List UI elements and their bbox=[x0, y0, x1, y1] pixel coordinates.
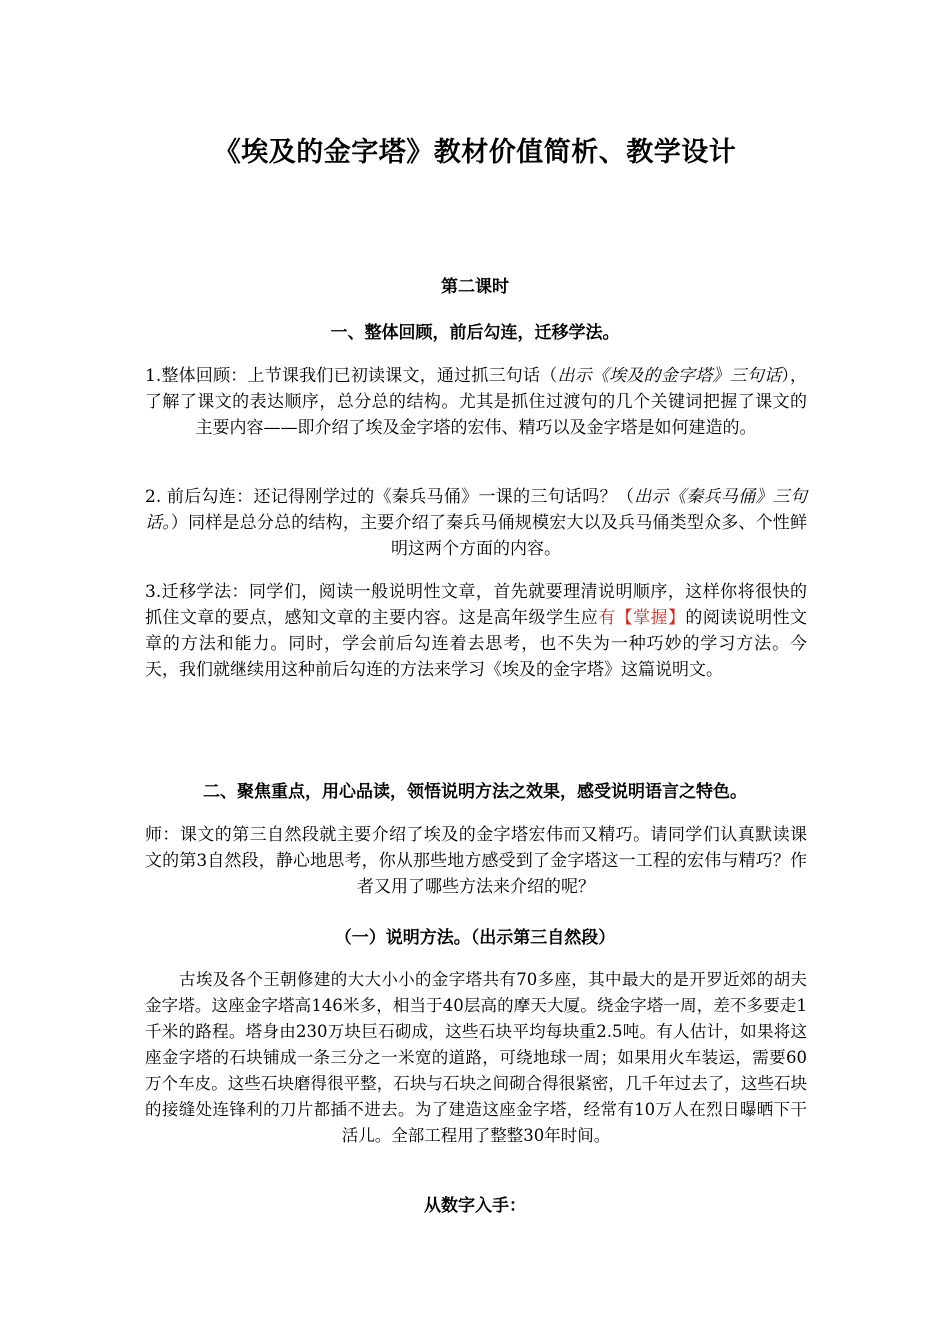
paragraph-3-lead: 3.迁移学法：同学们，阅读一般说明性文章，首先就要理清说明顺序，这样你将很快的抓住文章的要点，感知文章的主要内容。这是高年级学生应 bbox=[145, 582, 807, 628]
section1-paragraph-1 bbox=[145, 363, 807, 441]
lesson-label: 第二课时 bbox=[441, 277, 509, 297]
document-title: 《埃及的金字塔》教材价值简析、教学设计 bbox=[213, 137, 737, 168]
paragraph-2-lead: 2. 前后勾连：还记得刚学过的《秦兵马俑》一课的三句话吗？（ bbox=[145, 487, 635, 507]
paragraph-3-tail: 的阅读说明性文章的方法和能力。同时，学会前后勾连着去思考，也不失为一种巧妙的学习方法。今天，我们就继续用这种前后勾连的方法来学习《埃及的金字塔》这篇说明文。 bbox=[145, 608, 808, 680]
paragraph-1-lead: 1.整体回顾：上节课我们已初读课文，通过抓三句话（ bbox=[145, 366, 558, 386]
paragraph-2-tail: ）同样是总分总的结构，主要介绍了秦兵马俑规模宏大以及兵马俑类型众多、个性鲜明这两个方面的内容。 bbox=[170, 513, 808, 559]
sub-heading-methods: （一）说明方法。（出示第三自然段） bbox=[334, 928, 616, 948]
teacher-paragraph: 师：课文的第三自然段就主要介绍了埃及的金字塔宏伟而又精巧。请同学们认真默读课文的第3自然段，静心地思考，你从那些地方感受到了金字塔这一工程的宏伟与精巧？作者又用了哪些方法来介绍的呢？ bbox=[145, 825, 807, 897]
paragraph-1-tail: ），了解了课文的表达顺序，总分总的结构。尤其是抓住过渡句的几个关键词把握了课文的主要内容——即介绍了埃及金字塔的宏伟、精巧以及金字塔是如何建造的。 bbox=[145, 366, 808, 438]
paragraph-2-note: 出示《秦兵马俑》三句话。 bbox=[145, 487, 808, 533]
paragraph-1-note: 出示《埃及的金字塔》三句话 bbox=[557, 366, 782, 386]
section1-paragraph-3 bbox=[145, 579, 807, 683]
numbers-heading: 从数字入手： bbox=[424, 1196, 526, 1216]
section2-heading: 二、聚焦重点，用心品读，领悟说明方法之效果，感受说明语言之特色。 bbox=[203, 782, 747, 802]
paragraph-3-highlight: 有【掌握】 bbox=[598, 608, 686, 628]
section1-heading: 一、整体回顾，前后勾连，迁移学法。 bbox=[330, 323, 620, 343]
section1-paragraph-2 bbox=[145, 484, 807, 562]
excerpt-paragraph: 古埃及各个王朝修建的大大小小的金字塔共有70多座，其中最大的是开罗近郊的胡夫金字塔。这座金字塔高146米多，相当于40层高的摩天大厦。绕金字塔一周，差不多要走1千米的路程。塔身由230万块巨石砌成，这些石块平均每块重2.5吨。有人估计，如果将这座金字塔的石块铺成一条三分之一米宽的道路，可绕地球一周；如果用火车装运，需要60万个车皮。这些石块磨得很平整，石块与石块之间砌合得很紧密，几千年过去了，这些石块的接缝处连锋利的刀片都插不进去。为了建造这座金字塔，经常有10万人在烈日曝晒下干活儿。全部工程用了整整30年时间。 bbox=[145, 970, 807, 1145]
